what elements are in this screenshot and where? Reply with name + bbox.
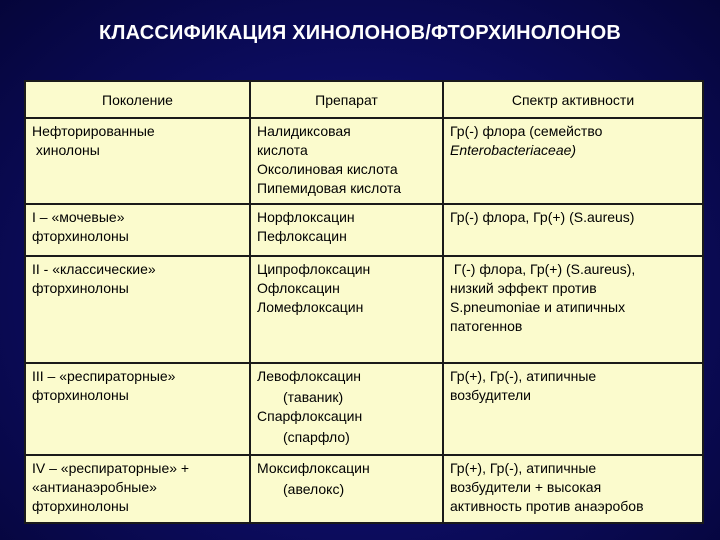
table-header-row [25,81,703,118]
spectrum-line: возбудители [450,387,531,403]
page-title: КЛАССИФИКАЦИЯ ХИНОЛОНОВ/ФТОРХИНОЛОНОВ [98,22,622,44]
drug-line: Ломефлоксацин [257,299,364,315]
drug-line: кислота [257,142,308,158]
spectrum-line: S.pneumoniae и атипичных [450,299,626,315]
spectrum-line: Гр(-) флора, Гр(+) (S.aureus) [450,209,635,225]
spectrum-cell [443,455,703,523]
generation-cell [25,363,250,455]
generation-line: хинолоны [32,142,100,158]
header-drug: Препарат [250,81,443,118]
table-row [25,455,703,523]
generation-cell [25,256,250,363]
spectrum-line: Гр(+), Гр(-), атипичные [450,368,597,384]
drug-line: Оксолиновая кислота [257,161,398,177]
drug-cell [250,455,443,523]
drug-line: (спарфло) [283,429,350,445]
generation-cell [25,118,250,204]
header-spectrum: Спектр активности [443,81,703,118]
table-row [25,204,703,256]
generation-line: IV – «респираторные» + [32,460,190,476]
drug-line: Норфлоксацин [257,209,355,225]
spectrum-line: Г(-) флора, Гр(+) (S.aureus), [450,261,636,277]
drug-cell [250,118,443,204]
spectrum-cell [443,118,703,204]
classification-table [24,80,704,524]
spectrum-line: Гр(-) флора (семейство [450,123,603,139]
drug-line: Спарфлоксацин [257,408,363,424]
generation-cell [25,204,250,256]
spectrum-line: активность против анаэробов [450,498,644,514]
drug-line: Налидиксовая [257,123,351,139]
generation-line: «антианаэробные» [32,479,157,495]
spectrum-cell [443,204,703,256]
generation-line: фторхинолоны [32,280,129,296]
table-row [25,363,703,455]
spectrum-cell [443,363,703,455]
spectrum-line: патогеннов [450,318,523,334]
generation-line: I – «мочевые» [32,209,125,225]
drug-line: Моксифлоксацин [257,460,370,476]
drug-cell [250,363,443,455]
generation-line: фторхинолоны [32,387,129,403]
drug-cell [250,256,443,363]
table-row [25,256,703,363]
generation-line: фторхинолоны [32,498,129,514]
spectrum-cell [443,256,703,363]
header-generation: Поколение [25,81,250,118]
drug-line: Левофлоксацин [257,368,362,384]
drug-line: (таваник) [283,389,344,405]
drug-line: Офлоксацин [257,280,340,296]
generation-line: II - «классические» [32,261,156,277]
generation-line: III – «респираторные» [32,368,176,384]
generation-line: Нефторированные [32,123,155,139]
drug-cell [250,204,443,256]
drug-line: Пефлоксацин [257,228,347,244]
table-row [25,118,703,204]
drug-line: Пипемидовая кислота [257,180,401,196]
drug-line: Ципрофлоксацин [257,261,371,277]
generation-line: фторхинолоны [32,228,129,244]
spectrum-line: Enterobacteriaceae) [450,142,577,158]
spectrum-line: низкий эффект против [450,280,597,296]
spectrum-line: возбудители + высокая [450,479,602,495]
spectrum-line: Гр(+), Гр(-), атипичные [450,460,597,476]
drug-line: (авелокс) [283,481,345,497]
generation-cell [25,455,250,523]
